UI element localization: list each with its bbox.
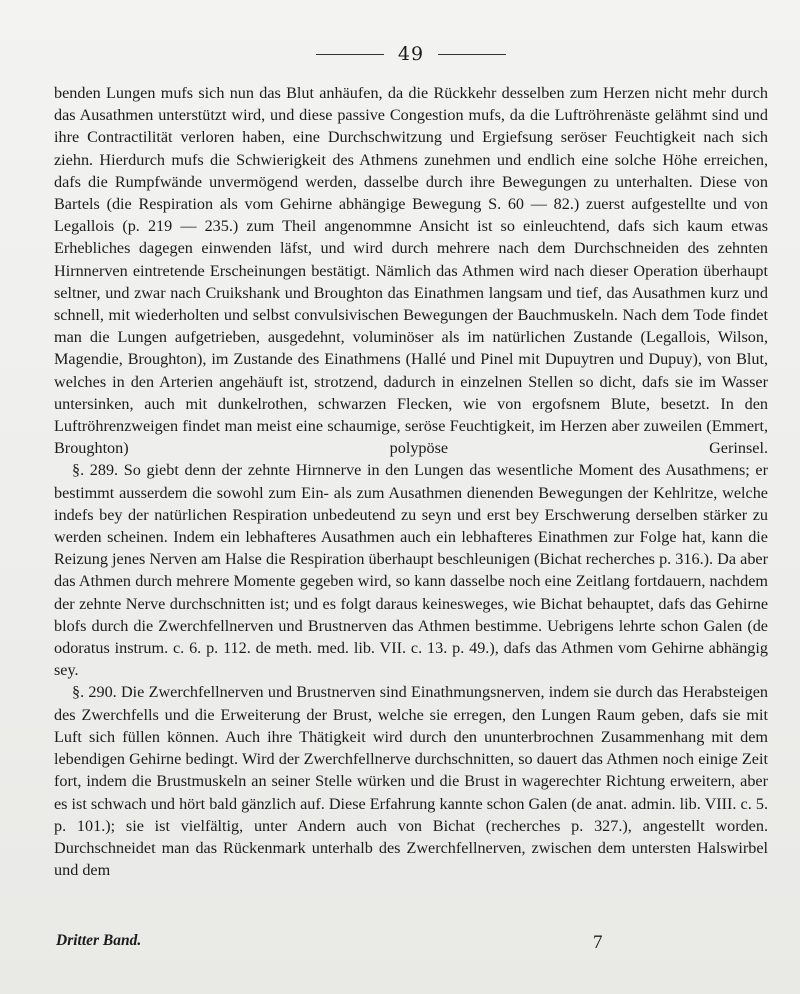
- header-rule-left: [316, 54, 384, 55]
- paragraph-continuation: benden Lungen mufs sich nun das Blut anhäufen, da die Rückkehr desselben zum Herzen nicht mehr durch das Ausathmen unterstützt wird, und diese passive Congestion mufs, da die Luftröhrenäste gelähmt sind und ihre Contractilität verloren haben, eine Durchschwitzung und Ergiefsung seröser Feuchtigkeit nach sich ziehn. Hierdurch mufs die Schwierigkeit des Athmens zunehmen und endlich eine solche Höhe erreichen, dafs die Rumpfwände unvermögend werden, dasselbe durch ihre Bewegungen zu unterhalten. Diese von Bartels (die Respiration als vom Gehirne abhängige Bewegung S. 60 — 82.) zuerst aufgestellte und von Legallois (p. 219 — 235.) zum Theil angenommne Ansicht ist so einleuchtend, dafs sich kaum etwas Erhebliches dagegen einwenden läfst, und wird durch mehrere nach dem Durchschneiden des zehnten Hirnnerven eintretende Erscheinungen bestätigt. Nämlich das Athmen wird nach dieser Operation überhaupt seltner, und zwar nach Cruikshank und Broughton das Einathmen langsam und tief, das Ausathmen kurz und schnell, mit wiederholten und selbst convulsivischen Bewegungen der Bauchmuskeln. Nach dem Tode findet man die Lungen aufgetrieben, ausgedehnt, voluminöser als im natürlichen Zustande (Legallois, Wilson, Magendie, Broughton), im Zustande des Einathmens (Hallé und Pinel mit Dupuytren und Dupuy), von Blut, welches in den Arterien angehäuft ist, strotzend, dadurch in einzelnen Stellen so dicht, dafs sie im Wasser untersinken, auch mit dunkelrothen, schwarzen Flecken, wie von ergofsnem Blute, besetzt. In den Luftröhrenzweigen findet man meist eine schaumige, seröse Feuchtigkeit, im Herzen aber zuweilen (Emmert, Broughton) polypöse Gerinsel.: [54, 84, 768, 458]
- body-text: [54, 82, 768, 881]
- page-number: 49: [397, 43, 425, 65]
- paragraph-section-289: §. 289. So giebt denn der zehnte Hirnnerve in den Lungen das wesentliche Moment des Ausathmens; er bestimmt ausserdem die sowohl zum Ein- als zum Ausathmen dienenden Bewegungen der Kehlritze, welche indefs bey der natürlichen Respiration unbedeutend zu seyn und erst bey Erschwerung derselben stärker zu werden scheinen. Indem ein lebhafteres Ausathmen auch ein lebhafteres Einathmen zur Folge hat, kann die Reizung jenes Nerven am Halse die Respiration überhaupt beschleunigen (Bichat recherches p. 316.). Da aber das Athmen durch mehrere Momente gegeben wird, so kann dasselbe noch eine Zeitlang fortdauern, nachdem der zehnte Nerve durchschnitten ist; und es folgt daraus keinesweges, wie Bichat behauptet, dafs das Gehirne blofs durch die Zwerchfellnerven und Brustnerven das Athmen bestimme. Uebrigens lehrte schon Galen (de odoratus instrum. c. 6. p. 112. de meth. med. lib. VII. c. 13. p. 49.), dafs das Athmen vom Gehirne abhängig sey.: [54, 461, 768, 680]
- volume-signature: Dritter Band.: [56, 932, 142, 949]
- page-footer: [56, 932, 768, 953]
- paragraph-section-290: §. 290. Die Zwerchfellnerven und Brustnerven sind Einathmungsnerven, indem sie durch das Herabsteigen des Zwerchfells und die Erweiterung der Brust, welche sie erregen, den Lungen Raum geben, dafs sie mit Luft sich füllen können. Auch ihre Thätigkeit wird durch den ununterbrochnen Zusammenhang mit dem lebendigen Gehirne bedingt. Wird der Zwerchfellnerve durchschnitten, so dauert das Athmen noch einige Zeit fort, indem die Brustmuskeln an seiner Stelle würken und die Brust in wagerechter Richtung erweitern, aber es ist schwach und hört bald gänzlich auf. Diese Erfahrung kannte schon Galen (de anat. admin. lib. VIII. c. 5. p. 101.); sie ist vielfältig, unter Andern auch von Bichat (recherches p. 327.), angestellt worden. Durchschneidet man das Rückenmark unterhalb des Zwerchfellnerven, zwischen dem untersten Halswirbel und dem: [54, 683, 768, 880]
- page-header: [54, 40, 768, 68]
- sheet-number: 7: [593, 932, 603, 953]
- header-rule-right: [438, 54, 506, 55]
